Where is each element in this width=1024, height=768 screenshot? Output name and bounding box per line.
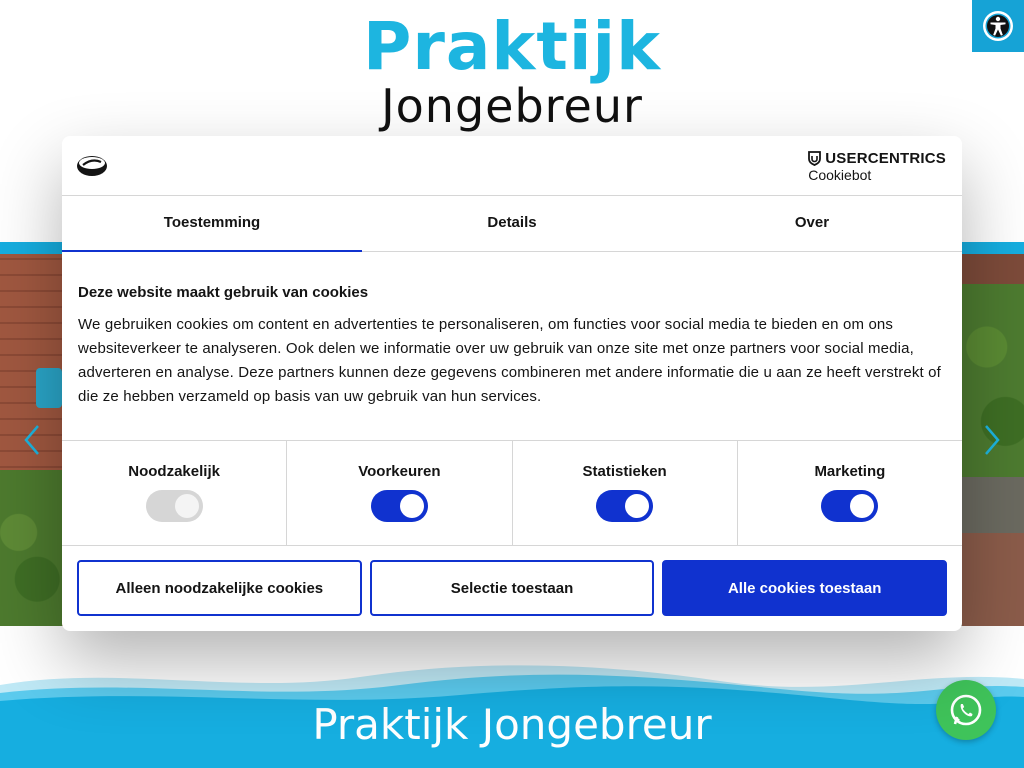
category-label: Statistieken <box>582 463 667 480</box>
consent-body: We gebruiken cookies om content en advertenties te personaliseren, om functies voor social media te bieden en om ons websiteverkeer te analyseren. Ook delen we informatie over uw gebruik van onze site met onze partners voor social media, adverteren en analyse. Deze partners kunnen deze gegevens combineren met andere informatie die u aan ze heeft verstrekt of die ze hebben verzameld op basis van uw gebruik van hun services. <box>78 316 941 405</box>
category-label: Voorkeuren <box>358 463 441 480</box>
tab-toestemming[interactable]: Toestemming <box>62 196 362 251</box>
category-label: Noodzakelijk <box>128 463 220 480</box>
toggle-knob <box>400 494 424 518</box>
brand-name: USERCENTRICS <box>825 150 946 167</box>
cookie-icon <box>76 153 108 177</box>
consent-description <box>78 284 948 409</box>
cookie-consent-dialog <box>62 136 962 631</box>
category-label: Marketing <box>814 463 886 480</box>
shield-icon <box>808 151 821 166</box>
toggle-noodzakelijk[interactable] <box>146 490 203 522</box>
toggle-voorkeuren[interactable] <box>371 490 428 522</box>
category-marketing <box>737 441 962 545</box>
cookie-category-toggles <box>62 440 962 546</box>
allow-all-button[interactable]: Alle cookies toestaan <box>662 560 947 616</box>
toggle-knob <box>175 494 199 518</box>
category-voorkeuren <box>286 441 511 545</box>
consent-actions <box>77 560 947 616</box>
toggle-marketing[interactable] <box>821 490 878 522</box>
footer-title: Praktijk Jongebreur <box>312 700 712 749</box>
category-statistieken <box>512 441 737 545</box>
toggle-statistieken[interactable] <box>596 490 653 522</box>
usercentrics-cookiebot-logo[interactable] <box>808 150 946 183</box>
tab-details[interactable]: Details <box>487 214 537 231</box>
toggle-knob <box>850 494 874 518</box>
consent-tabs <box>62 196 962 252</box>
logo-line-jongebreur: Jongebreur <box>381 79 643 133</box>
tab-over[interactable]: Over <box>794 214 830 231</box>
category-noodzakelijk <box>62 441 286 545</box>
necessary-only-button[interactable]: Alleen noodzakelijke cookies <box>77 560 362 616</box>
brand-subname: Cookiebot <box>808 167 872 183</box>
logo-line-praktijk: Praktijk <box>362 8 662 85</box>
consent-heading: Deze website maakt gebruik van cookies <box>78 284 369 301</box>
allow-selection-button[interactable]: Selectie toestaan <box>370 560 655 616</box>
dialog-header <box>62 136 962 196</box>
toggle-knob <box>625 494 649 518</box>
